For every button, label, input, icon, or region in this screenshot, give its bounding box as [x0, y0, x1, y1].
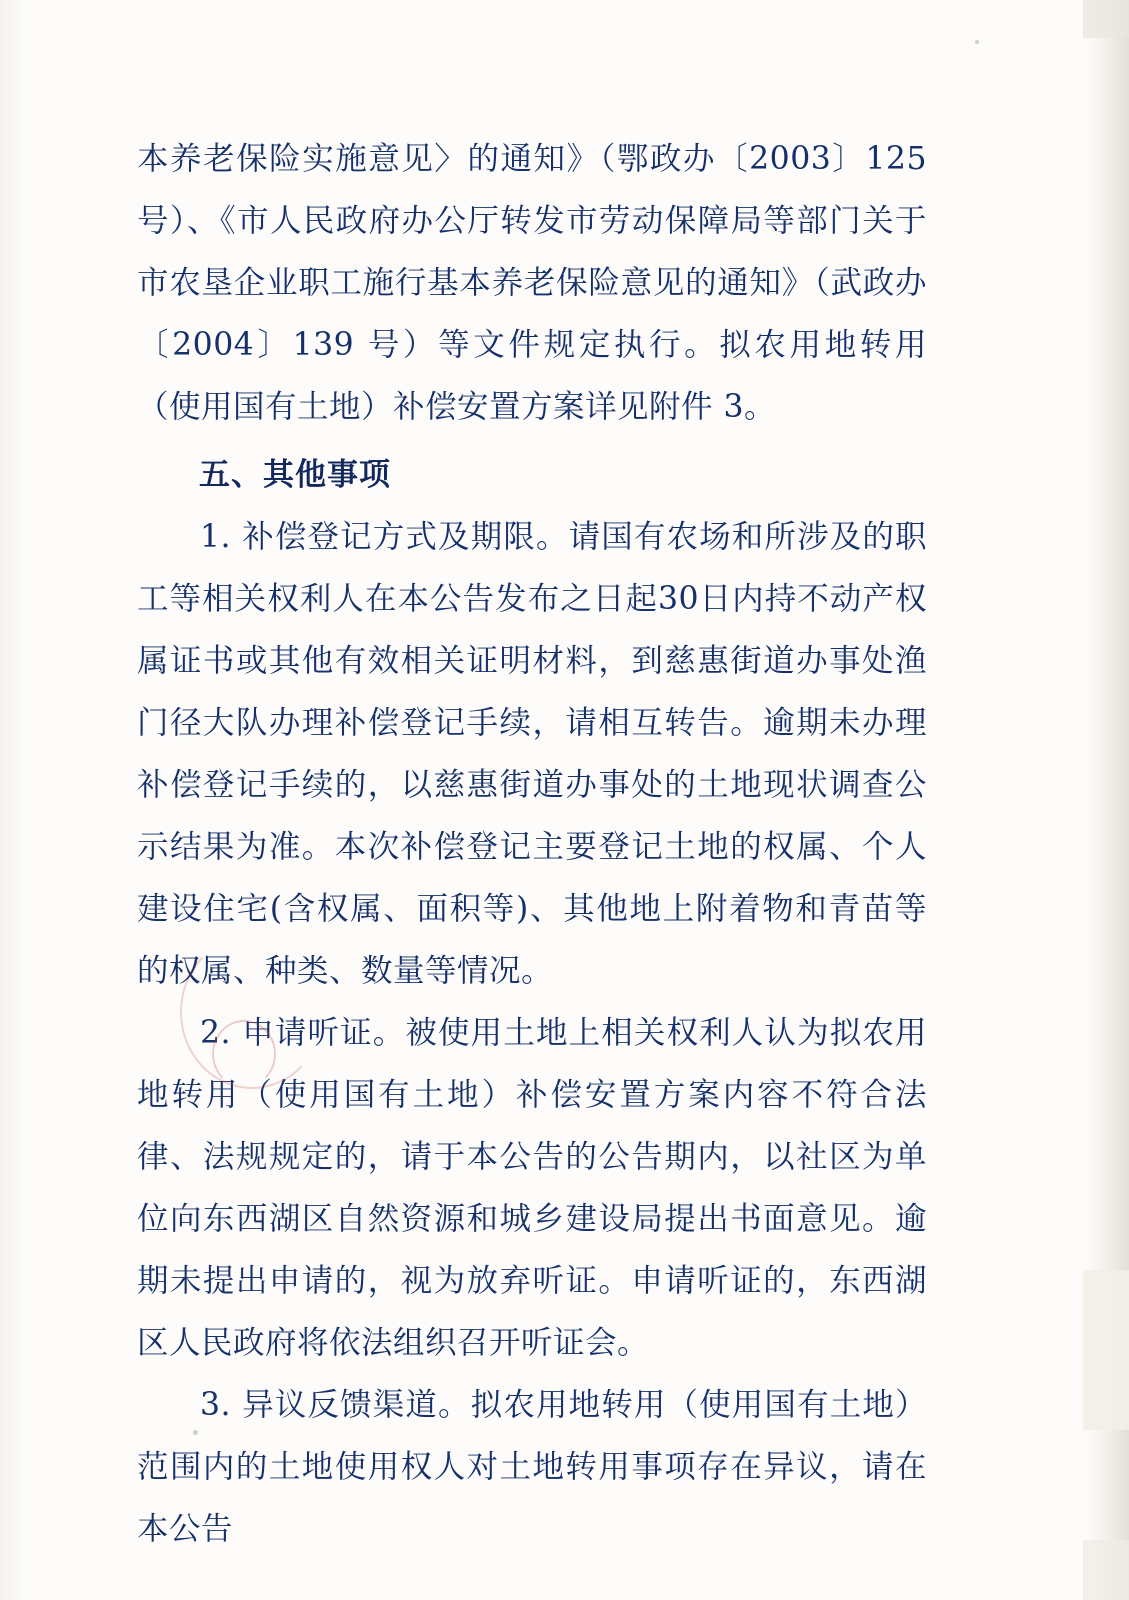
scan-artifact-top [1083, 0, 1129, 38]
document-body [137, 128, 927, 1560]
page-edge-shadow-left [0, 0, 26, 1600]
scan-artifact-middle [1083, 1270, 1129, 1430]
scan-speck [975, 40, 979, 44]
paragraph-continued: 本养老保险实施意见〉的通知》（鄂政办〔2003〕125 号）、《市人民政府办公厅转发市劳动保障局等部门关于市农垦企业职工施行基本养老保险意见的通知》（武政办〔2004〕139 号）等文件规定执行。拟农用地转用（使用国有土地）补偿安置方案详见附件 3。 [137, 141, 927, 425]
page-edge-shadow-right [1087, 0, 1129, 1600]
paragraph-registration-method: 1. 补偿登记方式及期限。请国有农场和所涉及的职工等相关权利人在本公告发布之日起30日内持不动产权属证书或其他有效相关证明材料，到慈惠街道办事处渔门径大队办理补偿登记手续，请相互转告。逾期未办理补偿登记手续的，以慈惠街道办事处的土地现状调查公示结果为准。本次补偿登记主要登记土地的权属、个人建设住宅(含权属、面积等)、其他地上附着物和青苗等的权属、种类、数量等情况。 [137, 519, 927, 989]
scan-artifact-bottom [1083, 1540, 1129, 1600]
section-heading-other-matters: 五、其他事项 [199, 457, 391, 493]
paragraph-objection-channel: 3. 异议反馈渠道。拟农用地转用（使用国有土地）范围内的土地使用权人对土地转用事项存在异议，请在本公告 [137, 1387, 927, 1547]
paragraph-hearing-application: 2. 申请听证。被使用土地上相关权利人认为拟农用地转用（使用国有土地）补偿安置方案内容不符合法律、法规规定的，请于本公告的公告期内，以社区为单位向东西湖区自然资源和城乡建设局提出书面意见。逾期未提出申请的，视为放弃听证。申请听证的，东西湖区人民政府将依法组织召开听证会。 [137, 1015, 927, 1361]
